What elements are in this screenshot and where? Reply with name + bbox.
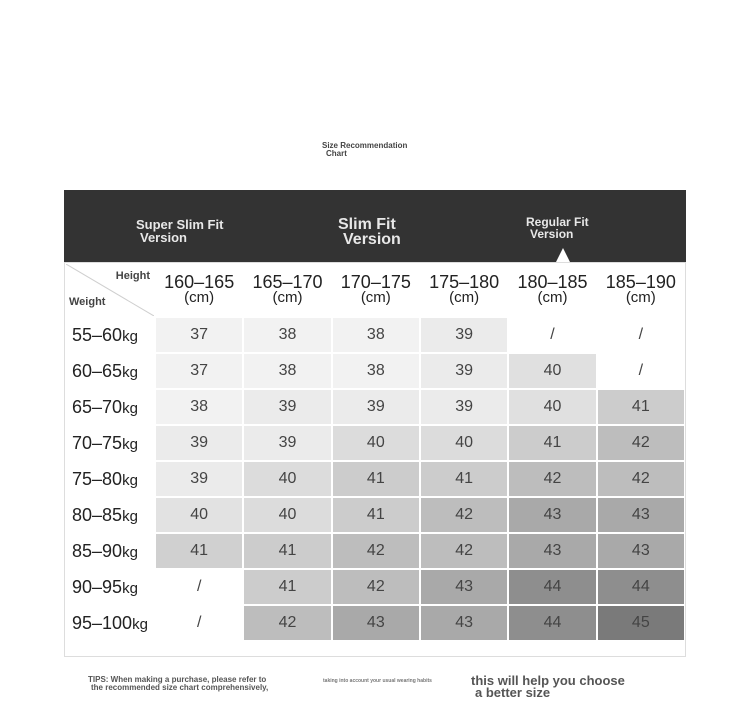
weight-row-header [65,533,155,569]
weight-row-header [65,461,155,497]
size-table [64,262,686,642]
size-cell: 39 [243,425,331,461]
size-cell: 38 [332,353,420,389]
height-column-header [420,263,508,317]
size-cell: 41 [508,425,596,461]
slim-fit-line1: Slim Fit [338,216,396,233]
tips-help-text [471,675,625,699]
weight-unit: kg [132,615,148,633]
size-cell: / [597,353,685,389]
weight-unit: kg [122,471,138,489]
chart-title-line2: Chart [326,149,347,158]
size-cell: 39 [155,425,243,461]
size-cell: 40 [332,425,420,461]
size-cell: 39 [243,389,331,425]
super-slim-fit-line1: Super Slim Fit [136,217,224,232]
weight-row-header [65,605,155,641]
table-row [65,605,685,641]
height-range: 170–175 [340,272,411,292]
size-cell: 40 [508,389,596,425]
tips-help-line2: a better size [475,685,551,700]
super-slim-fit-line2: Version [140,230,187,245]
height-range: 180–185 [517,272,588,292]
size-cell: / [155,605,243,641]
chart-title-line1: Size Recommendation [322,141,408,150]
weight-unit: kg [122,543,138,561]
weight-range: 65–70 [72,396,123,417]
tips-help-line1: this will help you choose [471,673,625,688]
size-cell: 41 [332,497,420,533]
tips-line1: TIPS: When making a purchase, please refer to [88,675,267,684]
size-cell: / [155,569,243,605]
weight-row-header [65,317,155,353]
weight-range: 55–60 [72,324,123,345]
size-cell: / [508,317,596,353]
table-row [65,497,685,533]
size-cell: 39 [155,461,243,497]
weight-row-header [65,353,155,389]
size-cell: 43 [332,605,420,641]
table-row [65,533,685,569]
weight-range: 75–80 [72,468,123,489]
weight-unit: kg [122,579,138,597]
size-cell: 42 [243,605,331,641]
corner-height-label: Height [115,270,150,282]
slim-fit-label [338,217,401,247]
size-cell: 40 [243,461,331,497]
height-range: 165–170 [252,272,323,292]
corner-cell [65,263,155,317]
size-cell: 41 [420,461,508,497]
tips-text [88,676,268,692]
weight-range: 80–85 [72,504,123,525]
size-cell: 39 [332,389,420,425]
height-unit: (cm) [449,289,480,306]
weight-row-header [65,425,155,461]
size-cell: 42 [597,425,685,461]
size-cell: / [597,317,685,353]
weight-unit: kg [122,399,138,417]
size-cell: 42 [420,533,508,569]
size-cell: 44 [508,605,596,641]
weight-range: 90–95 [72,576,123,597]
size-cell: 41 [243,533,331,569]
size-cell: 44 [508,569,596,605]
size-cell: 43 [508,497,596,533]
size-cell: 41 [243,569,331,605]
table-row [65,569,685,605]
size-cell: 40 [420,425,508,461]
size-cell: 42 [420,497,508,533]
size-cell: 43 [420,569,508,605]
size-cell: 42 [332,569,420,605]
size-cell: 43 [508,533,596,569]
height-column-header [597,263,685,317]
weight-range: 95–100 [72,612,133,633]
size-cell: 40 [243,497,331,533]
weight-row-header [65,569,155,605]
size-cell: 39 [420,353,508,389]
weight-range: 85–90 [72,540,123,561]
size-cell: 42 [597,461,685,497]
height-column-header [508,263,596,317]
table-row [65,425,685,461]
size-cell: 43 [597,497,685,533]
chart-title [322,142,407,158]
weight-range: 60–65 [72,360,123,381]
weight-row-header [65,389,155,425]
table-row [65,353,685,389]
size-cell: 42 [332,533,420,569]
size-cell: 39 [420,317,508,353]
super-slim-fit-label [136,218,223,244]
size-cell: 39 [420,389,508,425]
size-cell: 37 [155,317,243,353]
slim-fit-line2: Version [343,231,401,248]
regular-fit-pointer-icon [556,248,570,262]
height-range: 175–180 [429,272,500,292]
height-unit: (cm) [625,289,656,306]
size-cell: 40 [155,497,243,533]
size-cell: 37 [155,353,243,389]
weight-unit: kg [122,327,138,345]
size-cell: 43 [597,533,685,569]
weight-row-header [65,497,155,533]
height-unit: (cm) [272,289,303,306]
height-range: 160–165 [164,272,235,292]
height-column-header [332,263,420,317]
corner-weight-label: Weight [69,296,106,308]
tips-middle-text: taking into account your usual wearing habits [323,678,432,684]
regular-fit-line2: Version [530,227,574,241]
table-row [65,317,685,353]
height-unit: (cm) [537,289,568,306]
size-cell: 45 [597,605,685,641]
size-cell: 44 [597,569,685,605]
height-unit: (cm) [184,289,215,306]
table-row [65,461,685,497]
weight-range: 70–75 [72,432,123,453]
weight-unit: kg [122,363,138,381]
size-cell: 38 [243,317,331,353]
size-cell: 38 [243,353,331,389]
tips-line2: the recommended size chart comprehensively, [91,683,269,692]
size-cell: 42 [508,461,596,497]
size-cell: 38 [332,317,420,353]
height-unit: (cm) [360,289,391,306]
size-cell: 41 [597,389,685,425]
size-cell: 41 [155,533,243,569]
size-cell: 38 [155,389,243,425]
table-header-row [65,263,685,317]
table-row [65,389,685,425]
height-range: 185–190 [605,272,676,292]
weight-unit: kg [122,435,138,453]
size-cell: 41 [332,461,420,497]
regular-fit-label [526,216,589,240]
size-cell: 43 [420,605,508,641]
height-column-header [243,263,331,317]
height-column-header [155,263,243,317]
size-cell: 40 [508,353,596,389]
regular-fit-line1: Regular Fit [526,215,589,229]
weight-unit: kg [122,507,138,525]
